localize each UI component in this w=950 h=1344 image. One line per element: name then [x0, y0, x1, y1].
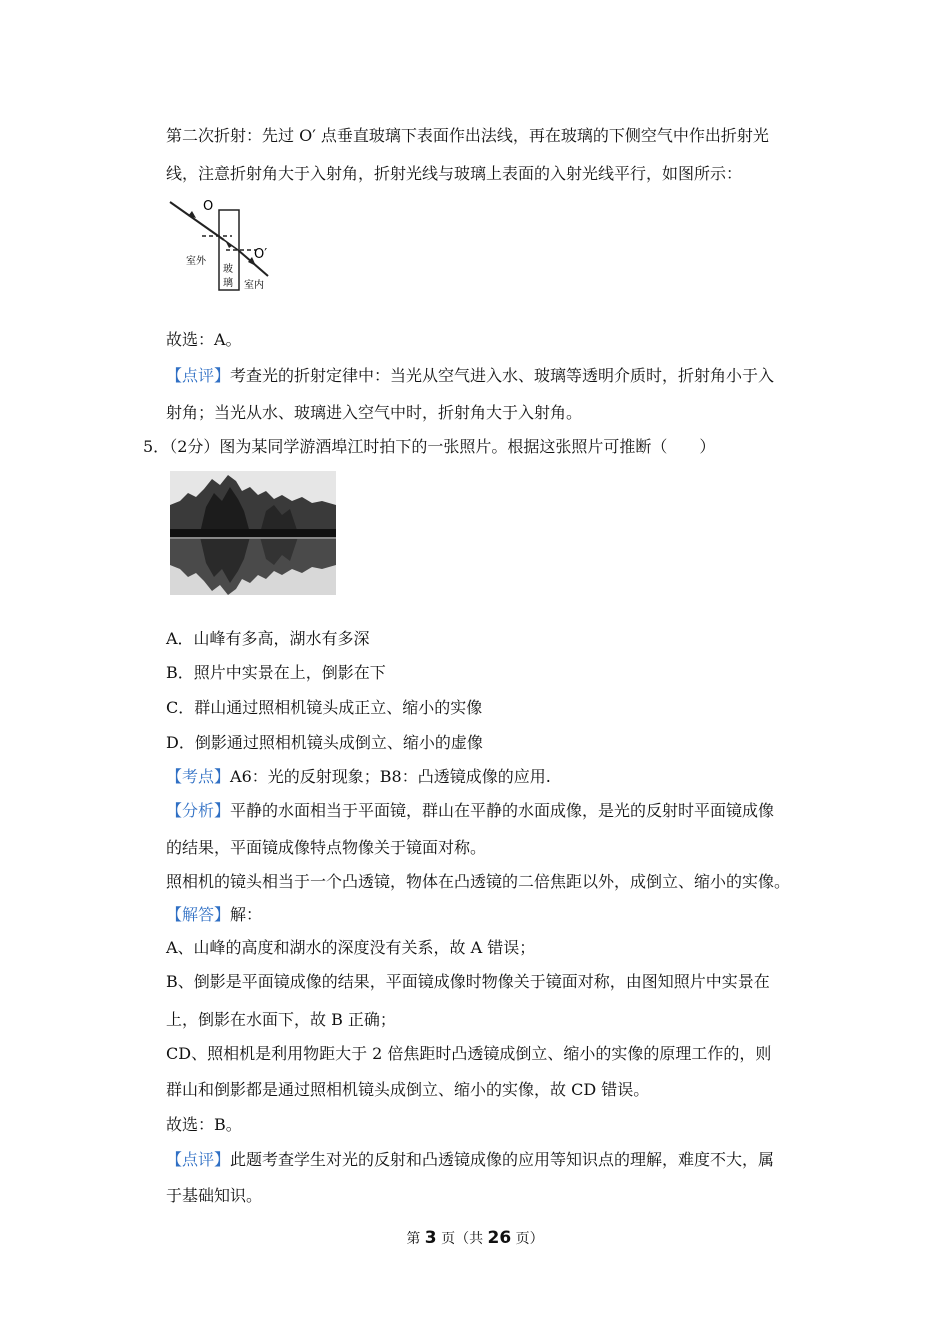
answer-line: 故选：A。	[166, 330, 242, 349]
jieda-line	[166, 905, 262, 925]
option-b: B．照片中实景在上，倒影在下	[166, 663, 386, 682]
question-number: 5．	[143, 437, 170, 456]
answer-line: 故选：B。	[166, 1115, 242, 1134]
jieda-tag: 【解答】	[166, 905, 231, 924]
jieda-line: 上，倒影在水面下，故 B 正确；	[166, 1010, 396, 1029]
comment-tag: 【点评】	[166, 366, 231, 385]
label-glass-1: 玻	[223, 264, 233, 275]
label-glass-2: 璃	[223, 278, 233, 289]
fenxi-line	[166, 801, 774, 821]
option-c: C．群山通过照相机镜头成正立、缩小的实像	[166, 698, 483, 717]
label-outside: 室外	[186, 256, 206, 267]
comment-tag: 【点评】	[166, 1150, 231, 1169]
option-a: A．山峰有多高，湖水有多深	[166, 629, 370, 648]
page-total: 26	[487, 1228, 512, 1248]
fenxi-line: 的结果，平面镜成像特点物像关于镜面对称。	[166, 838, 487, 857]
kaodian-line	[166, 767, 551, 787]
fenxi-tag: 【分析】	[166, 801, 231, 820]
footer-middle: 页（共	[436, 1231, 488, 1247]
label-o-prime: O′	[254, 247, 268, 262]
jieda-line: A、山峰的高度和湖水的深度没有关系，故 A 错误；	[166, 938, 536, 957]
footer-prefix: 第	[406, 1231, 425, 1247]
fenxi-line: 照相机的镜头相当于一个凸透镜，物体在凸透镜的二倍焦距以外，成倒立、缩小的实像。	[166, 872, 791, 891]
kaodian-tag: 【考点】	[166, 767, 231, 786]
lake-mountain-photo	[170, 471, 336, 595]
option-d: D．倒影通过照相机镜头成倒立、缩小的虚像	[166, 733, 483, 752]
refraction-diagram	[166, 196, 286, 300]
jieda-intro: 解：	[230, 905, 263, 924]
comment-line	[166, 1150, 774, 1170]
solution-text-line: 线，注意折射角大于入射角，折射光线与玻璃上表面的入射光线平行，如图所示：	[166, 164, 743, 183]
kaodian-text: A6：光的反射现象；B8：凸透镜成像的应用.	[230, 767, 551, 786]
refracted-ray-in-glass	[224, 240, 238, 250]
comment-line: 射角；当光从水、玻璃进入空气中时，折射角大于入射角。	[166, 403, 583, 422]
jieda-line: B、倒影是平面镜成像的结果，平面镜成像时物像关于镜面对称，由图知照片中实景在	[166, 972, 770, 991]
page-footer	[0, 1228, 950, 1249]
fenxi-text: 平静的水面相当于平面镜，群山在平静的水面成像，是光的反射时平面镜成像	[230, 801, 775, 820]
page-number: 3	[424, 1228, 437, 1248]
label-o: O	[203, 199, 214, 214]
solution-text-line: 第二次折射：先过 O′ 点垂直玻璃下表面作出法线，再在玻璃的下侧空气中作出折射光	[166, 126, 769, 145]
footer-suffix: 页）	[511, 1231, 544, 1247]
question-stem	[143, 437, 715, 457]
incident-ray	[170, 202, 224, 240]
jieda-line: 群山和倒影都是通过照相机镜头成倒立、缩小的实像，故 CD 错误。	[166, 1080, 650, 1099]
jieda-line: CD、照相机是利用物距大于 2 倍焦距时凸透镜成倒立、缩小的实像的原理工作的，则	[166, 1044, 772, 1063]
comment-text: 考查光的折射定律中：当光从空气进入水、玻璃等透明介质时，折射角小于入	[230, 366, 775, 385]
comment-line	[166, 366, 774, 386]
label-inside: 室内	[244, 280, 264, 291]
comment-text: 此题考查学生对光的反射和凸透镜成像的应用等知识点的理解，难度不大，属	[230, 1150, 775, 1169]
question-text: （2分）图为某同学游酒埠江时拍下的一张照片。根据这张照片可推断（ ）	[169, 437, 716, 456]
comment-line: 于基础知识。	[166, 1186, 263, 1205]
